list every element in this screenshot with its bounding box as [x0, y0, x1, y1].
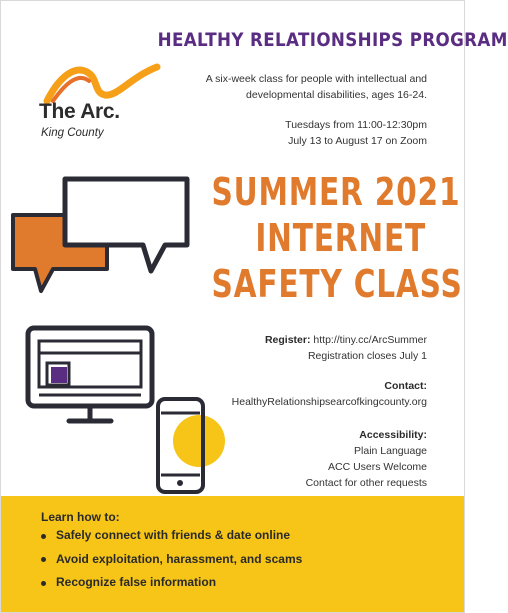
- accessibility-block: [201, 427, 427, 491]
- headline-line: SAFETY CLASS: [211, 262, 463, 306]
- schedule-text: [201, 117, 427, 149]
- accessibility-item: ACC Users Welcome: [328, 461, 427, 473]
- schedule-line: Tuesdays from 11:00-12:30pm: [285, 119, 427, 131]
- accessibility-item: Contact for other requests: [305, 477, 427, 489]
- list-item: [36, 524, 302, 548]
- schedule-line: July 13 to August 17 on Zoom: [288, 135, 427, 147]
- list-item: [36, 571, 302, 595]
- bullet-icon: [41, 534, 46, 539]
- learn-item-text: Recognize false information: [56, 575, 217, 589]
- register-label: Register:: [264, 334, 311, 346]
- intro-line: A six-week class for people with intellectual and: [205, 73, 427, 85]
- learn-item-text: Avoid exploitation, harassment, and scams: [56, 551, 303, 566]
- register-url[interactable]: http://tiny.cc/ArcSummer: [313, 334, 427, 346]
- accessibility-label: Accessibility:: [359, 429, 427, 441]
- learn-list: [36, 524, 302, 595]
- intro-line: developmental disabilities, ages 16-24.: [246, 89, 427, 101]
- list-item: [36, 548, 302, 572]
- smartphone-icon: [1, 1, 231, 501]
- bullet-icon: [41, 557, 46, 562]
- headline-line: SUMMER 2021: [211, 170, 461, 214]
- logo-subtitle: King County: [41, 127, 104, 139]
- bullet-icon: [41, 581, 46, 586]
- learn-item-text: Safely connect with friends & date online: [56, 528, 291, 542]
- logo-name: The Arc.: [39, 100, 120, 123]
- contact-block: [201, 378, 427, 410]
- contact-email[interactable]: HealthyRelationshipsearcofkingcounty.org: [231, 396, 427, 408]
- headline: [211, 169, 463, 307]
- contact-label: Contact:: [384, 380, 427, 392]
- register-block: [201, 332, 427, 364]
- accessibility-item: Plain Language: [354, 445, 427, 457]
- learn-heading: Learn how to:: [41, 510, 120, 524]
- learn-section: [1, 496, 464, 612]
- program-title: HEALTHY RELATIONSHIPS PROGRAM: [157, 29, 508, 51]
- registration-closes: Registration closes July 1: [307, 350, 427, 362]
- headline-line: INTERNET: [255, 216, 426, 260]
